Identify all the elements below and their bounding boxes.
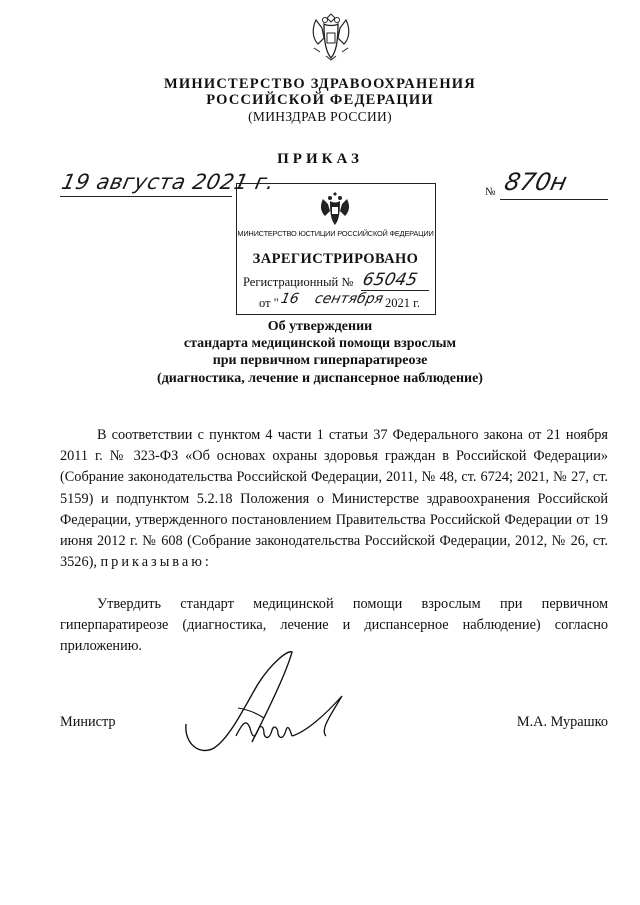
handwritten-signature — [180, 644, 360, 764]
stamp-coat-of-arms-icon — [318, 191, 352, 227]
body-paragraph2: Утвердить стандарт медицинской помощи взрослым при первичном гиперпаратиреозе (диагностика, лечение и диспансерное наблюдение) согласно приложению. — [60, 596, 608, 655]
stamp-reg-number-handwritten: 65045 — [360, 270, 420, 290]
order-number-label: № — [485, 186, 496, 198]
number-underline — [500, 199, 608, 200]
document-title: ПРИКАЗ — [277, 151, 363, 167]
stamp-date-day-handwritten: 16 — [279, 291, 301, 307]
body-paragraph1 — [60, 425, 608, 573]
ministry-name-line2: РОССИЙСКОЙ ФЕДЕРАЦИИ — [206, 92, 434, 108]
order-number-handwritten: 870н — [502, 168, 570, 196]
body-paragraph1-text: В соответствии с пунктом 4 части 1 статьи 37 Федерального закона от 21 ноября 2011 г. № 323-ФЗ «Об основах охраны здоровья граждан в Российской Федерации» (Собрание законодательства Российской Федерации, 2011, № 48, ст. 6724; 2021, № 27, ст. 5159) и подпунктом 5.2.18 Положения о Министерстве здравоохранения Российской Федерации, утвержденного постановлением Правительства Российской Федерации от 19 июня 2012 г. № 608 (Собрание законодательства Российской Федерации, 2012, № 26, ст. 3526), — [60, 427, 608, 571]
signatory-name: М.А. Мурашко — [516, 714, 608, 730]
stamp-date-prefix: от " — [259, 296, 279, 310]
order-word: приказываю: — [100, 554, 212, 571]
subject-line4: (диагностика, лечение и диспансерное наблюдение) — [157, 371, 483, 386]
ministry-short-name: (МИНЗДРАВ РОССИИ) — [248, 109, 392, 124]
stamp-registered-label: ЗАРЕГИСТРИРОВАНО — [252, 251, 419, 267]
registration-stamp — [236, 183, 436, 315]
date-underline — [60, 196, 232, 197]
order-date-handwritten: 19 августа 2021 г. — [59, 170, 277, 194]
ministry-name-line1: МИНИСТЕРСТВО ЗДРАВООХРАНЕНИЯ — [164, 76, 476, 92]
subject-line1: Об утверждении — [267, 319, 373, 334]
stamp-reg-number-label: Регистрационный № — [243, 275, 354, 289]
coat-of-arms-icon — [308, 8, 354, 62]
stamp-ministry-name: МИНИСТЕРСТВО ЮСТИЦИИ РОССИЙСКОЙ ФЕДЕРАЦИИ — [237, 229, 434, 238]
subject-line3: при первичном гиперпаратиреозе — [212, 353, 428, 368]
stamp-date-month-handwritten: сентября — [313, 291, 385, 307]
signatory-title: Министр — [60, 714, 116, 730]
stamp-date-year: 2021 г. — [385, 296, 420, 310]
subject-line2: стандарта медицинской помощи взрослым — [183, 336, 457, 351]
